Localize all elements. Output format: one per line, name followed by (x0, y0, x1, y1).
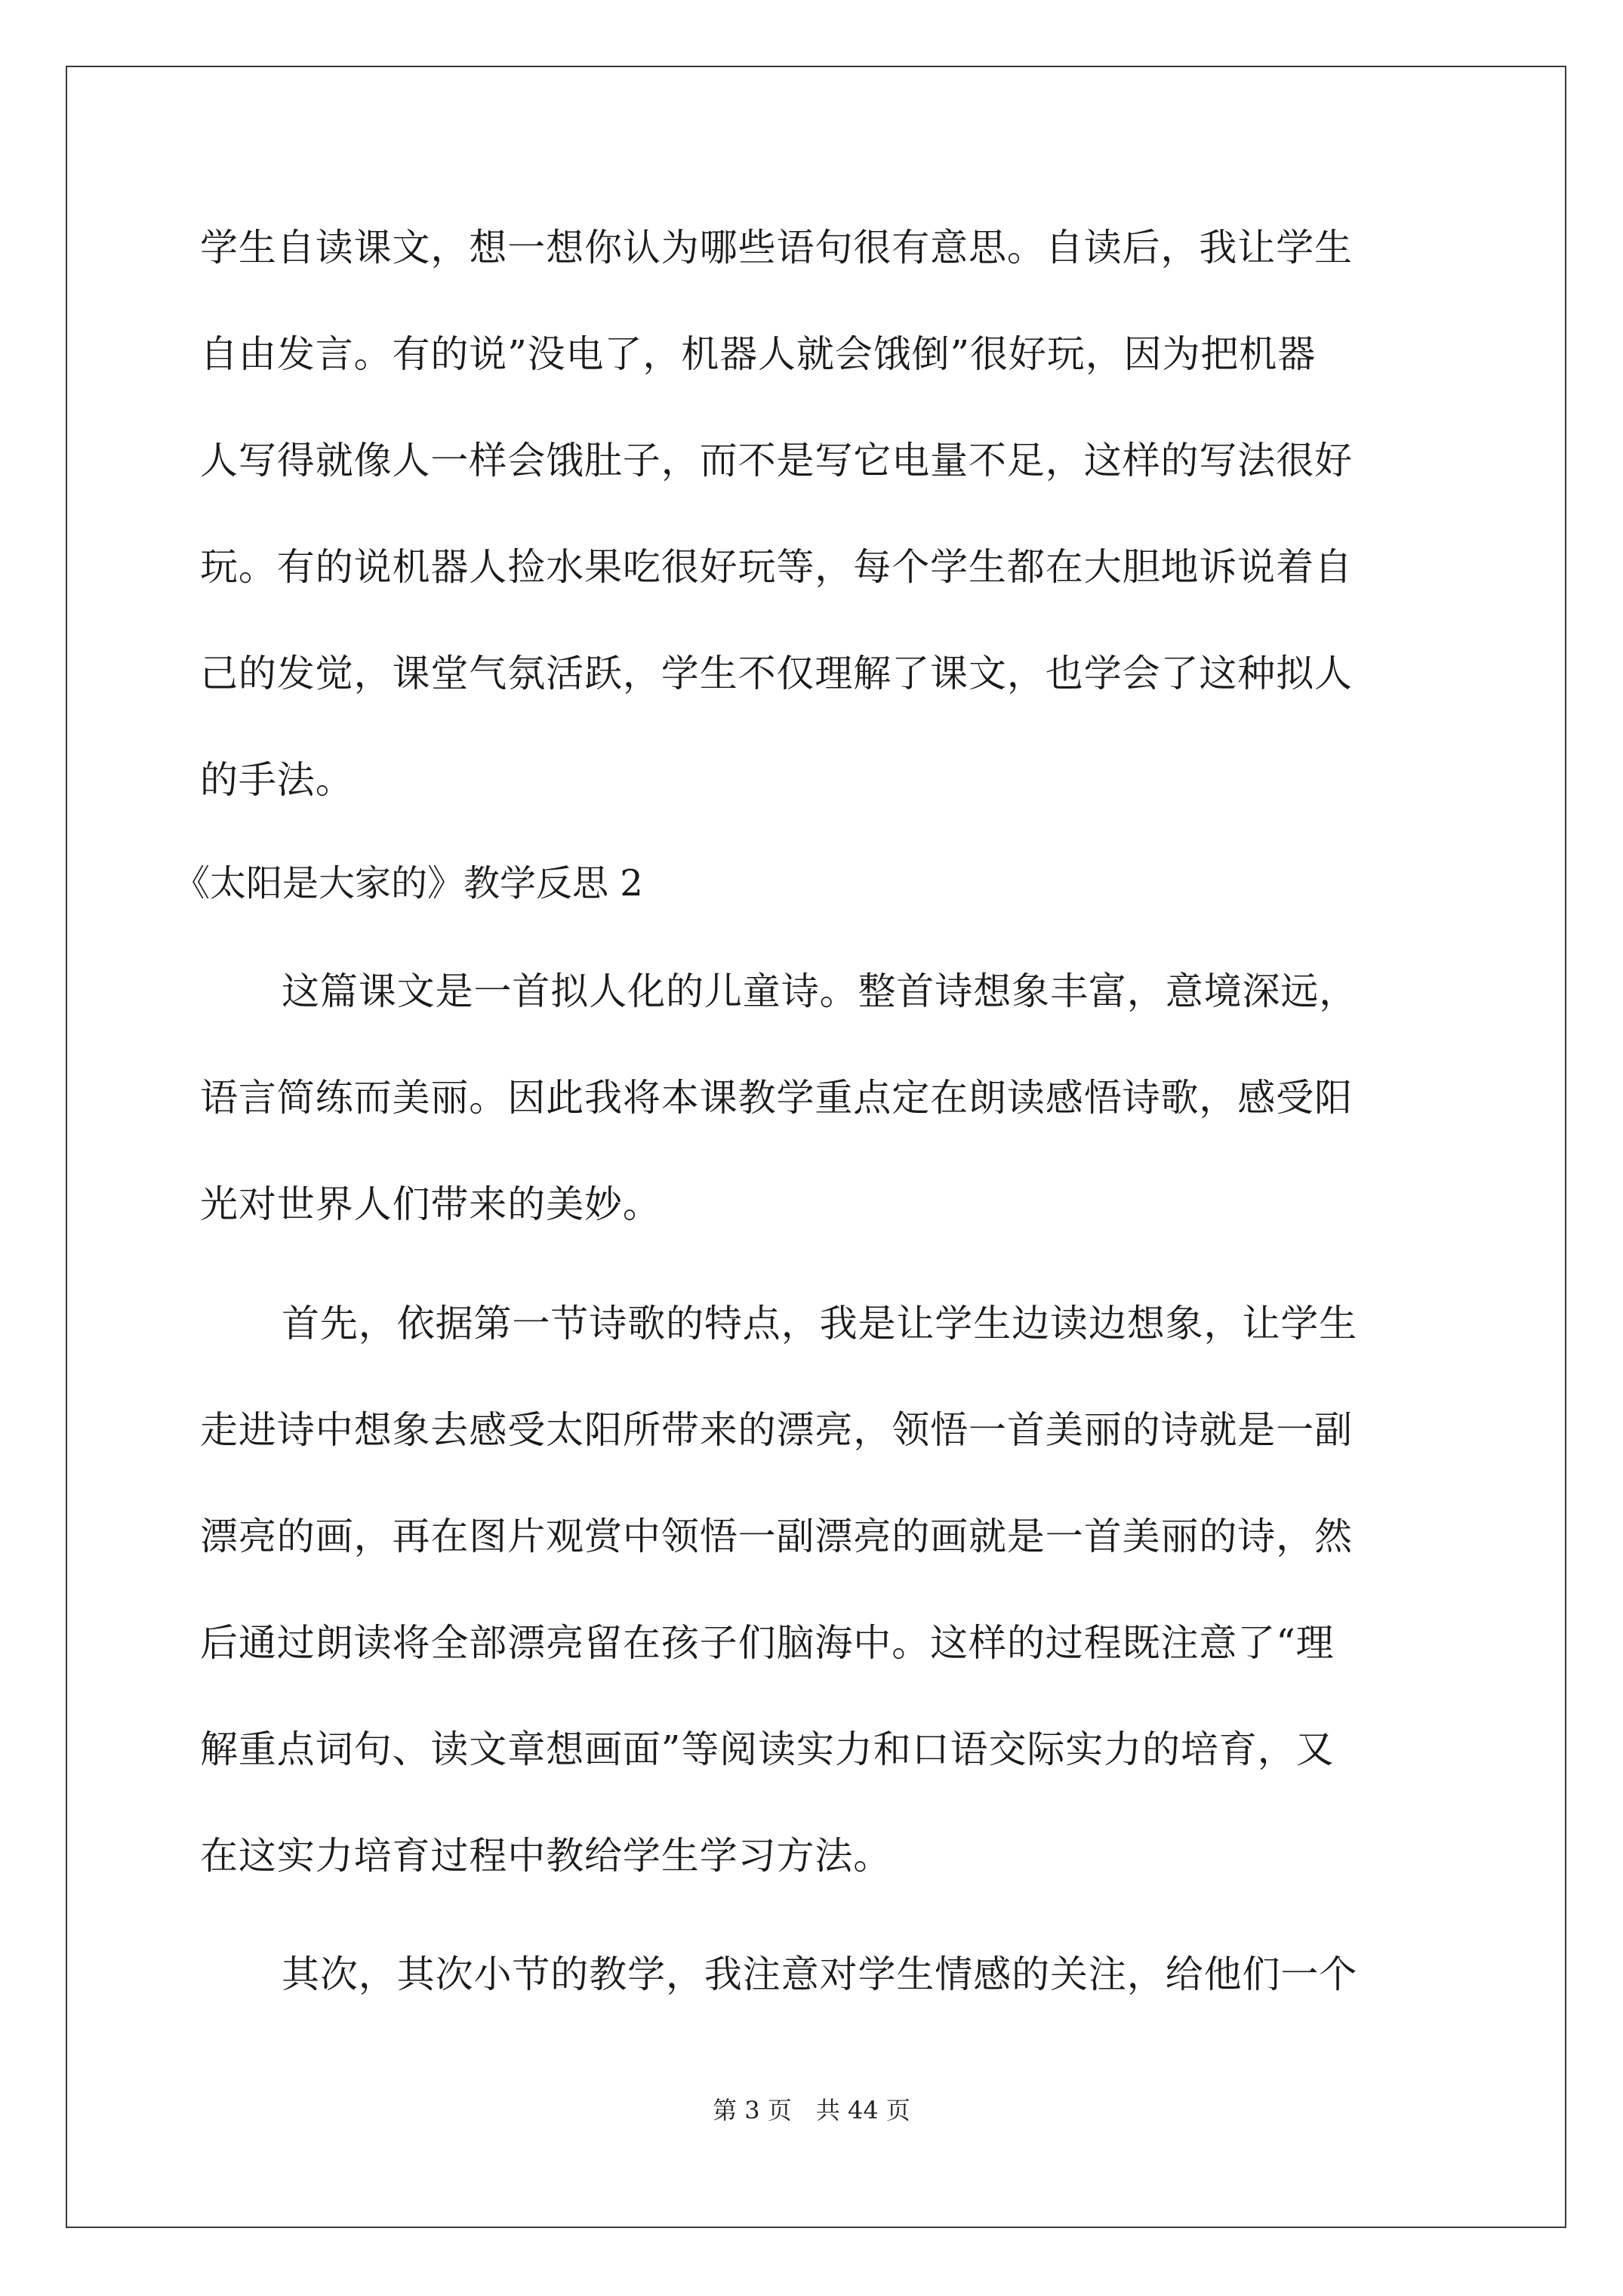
paragraph-line: 光对世界人们带来的美妙。 (200, 1182, 661, 1226)
page-border (66, 66, 1566, 2228)
paragraph-line: 学生自读课文，想一想你认为哪些语句很有意思。自读后，我让学生 (200, 226, 1353, 270)
paragraph-line: 漂亮的画，再在图片观赏中领悟一副漂亮的画就是一首美丽的诗，然 (200, 1515, 1353, 1558)
paragraph-line: 人写得就像人一样会饿肚子，而不是写它电量不足，这样的写法很好 (200, 439, 1353, 482)
paragraph-line: 走进诗中想象去感受太阳所带来的漂亮，领悟一首美丽的诗就是一副 (200, 1408, 1353, 1452)
paragraph-line: 其次，其次小节的教学，我注意对学生情感的关注，给他们一个 (282, 1952, 1358, 1996)
paragraph-line: 首先，依据第一节诗歌的特点，我是让学生边读边想象，让学生 (282, 1302, 1358, 1345)
paragraph-line: 己的发觉，课堂气氛活跃，学生不仅理解了课文，也学会了这种拟人 (200, 652, 1353, 695)
section-heading: 《太阳是大家的》教学反思 2 (174, 862, 643, 905)
paragraph-line: 的手法。 (200, 758, 354, 802)
paragraph-line: 后通过朗读将全部漂亮留在孩子们脑海中。这样的过程既注意了“理 (200, 1621, 1335, 1665)
paragraph-line: 在这实力培育过程中教给学生学习方法。 (200, 1834, 892, 1878)
paragraph-line: 语言简练而美丽。因此我将本课教学重点定在朗读感悟诗歌，感受阳 (200, 1076, 1353, 1120)
page-number-footer: 第 3 页 共 44 页 (713, 2096, 910, 2125)
paragraph-line: 解重点词句、读文章想画面”等阅读实力和口语交际实力的培育，又 (200, 1727, 1335, 1771)
paragraph-line: 玩。有的说机器人捡水果吃很好玩等，每个学生都在大胆地诉说着自 (200, 545, 1353, 589)
paragraph-line: 自由发言。有的说”没电了，机器人就会饿倒”很好玩，因为把机器 (200, 332, 1317, 376)
paragraph-line: 这篇课文是一首拟人化的儿童诗。整首诗想象丰富，意境深远， (282, 969, 1358, 1013)
